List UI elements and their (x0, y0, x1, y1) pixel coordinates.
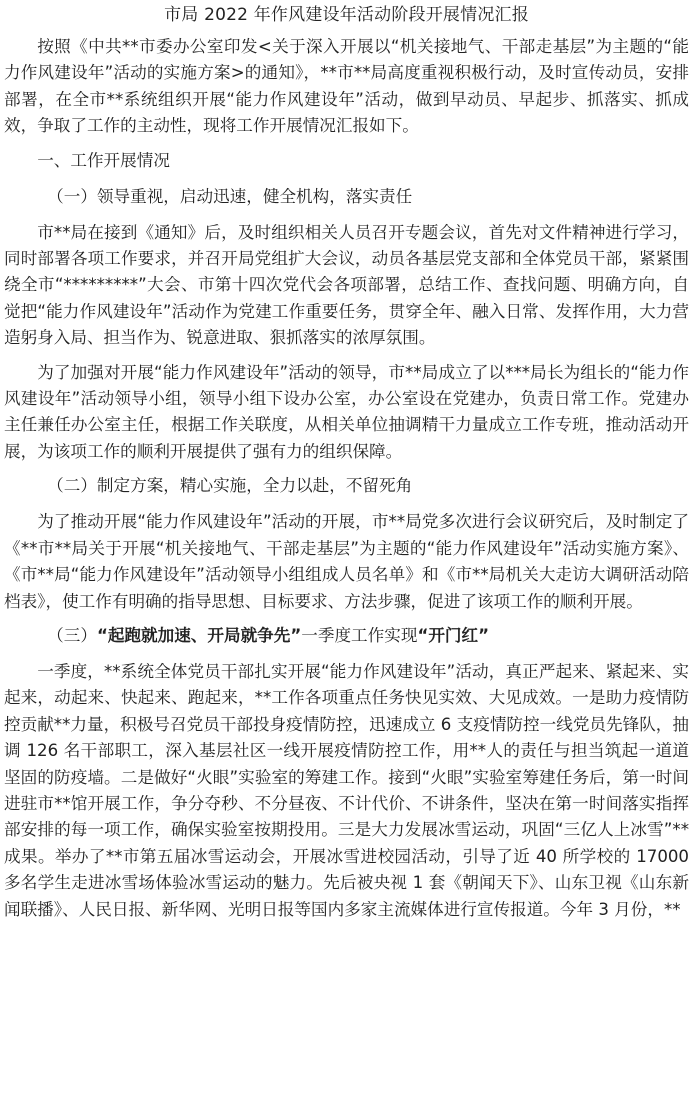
subsection-heading-3 (4, 623, 689, 649)
intro-paragraph: 按照《中共**市委办公室印发<关于深入开展以“机关接地气、干部走基层”为主题的“能力作风建设年”活动的实施方案>的通知》，**市**局高度重视积极行动，及时宣传动员，安排部署，在全市**系统组织开展“能力作风建设年”活动，做到早动员、早起步、抓落实、抓成效，争取了工作的主动性，现将工作开展情况汇报如下。 (4, 37, 689, 136)
subsection-3-quote-1: “起跑就加速、开局就争先” (96, 625, 302, 645)
section-heading-1: 一、工作开展情况 (37, 150, 170, 170)
document-title: 市局 2022 年作风建设年活动阶段开展情况汇报 (164, 5, 529, 25)
subsection-1-paragraph-2: 为了加强对开展“能力作风建设年”活动的领导，市**局成立了以***局长为组长的“能力作风建设年”活动领导小组，领导小组下设办公室，办公室设在党建办，负责日常工作。党建办主任兼任办公室主任，根据工作关联度，从相关单位抽调精干力量成立工作专班，推动活动开展，为该项工作的顺利开展提供了强有力的组织保障。 (4, 362, 689, 461)
subsection-3-quote-2: “开门红” (417, 625, 490, 645)
subsection-3-paragraph-1: 一季度，**系统全体党员干部扎实开展“能力作风建设年”活动，真正严起来、紧起来、实起来，动起来、快起来、跑起来，**工作各项重点任务快见实效、大见成效。一是助力疫情防控贡献**力量，积极号召党员干部投身疫情防控，迅速成立 6 支疫情防控一线党员先锋队，抽调 126 名干部职工，深入基层社区一线开展疫情防控工作，用**人的责任与担当筑起一道道坚固的防疫墙。二是做好“火眼”实验室的筹建工作。接到“火眼”实验室筹建任务后，第一时间进驻市**馆开展工作，争分夺秒、不分昼夜、不计代价、不讲条件，坚决在第一时间落实指挥部安排的每一项工作，确保实验室按期投用。三是大力发展冰雪运动，巩固“三亿人上冰雪”**成果。举办了**市第五届冰雪运动会，开展冰雪进校园活动，引导了近 40 所学校的 17000 多名学生走进冰雪场体验冰雪运动的魅力。先后被央视 1 套《朝闻天下》、山东卫视《山东新闻联播》、人民日报、新华网、光明日报等国内多家主流媒体进行宣传报道。今年 3 月份，** (4, 661, 689, 919)
subsection-2-paragraph-1: 为了推动开展“能力作风建设年”活动的开展，市**局党多次进行会议研究后，及时制定了《**市**局关于开展“机关接地气、干部走基层”为主题的“能力作风建设年”活动实施方案》、《市**局“能力作风建设年”活动领导小组组成人员名单》和《市**局机关大走访大调研活动陪档表》，使工作有明确的指导思想、目标要求、方法步骤，促进了该项工作的顺利开展。 (4, 512, 689, 611)
subsection-1-paragraph-1: 市**局在接到《通知》后，及时组织相关人员召开专题会议，首先对文件精神进行学习，同时部署各项工作要求，并召开局党组扩大会议，动员各基层党支部和全体党员干部，紧紧围绕全市“*********”大会、市第十四次党代会各项部署，总结工作、查找问题、明确方向，自觉把“能力作风建设年”活动作为党建工作重要任务，贯穿全年、融入日常、发挥作用，大力营造躬身入局、担当作为、锐意进取、狠抓落实的浓厚氛围。 (4, 222, 689, 348)
subsection-heading-1: （一）领导重视，启动迅速，健全机构，落实责任 (47, 186, 413, 206)
subsection-heading-2: （二）制定方案，精心实施，全力以赴，不留死角 (47, 476, 413, 496)
subsection-3-prefix: （三） (47, 625, 97, 645)
subsection-3-middle: 一季度工作实现 (301, 625, 418, 645)
